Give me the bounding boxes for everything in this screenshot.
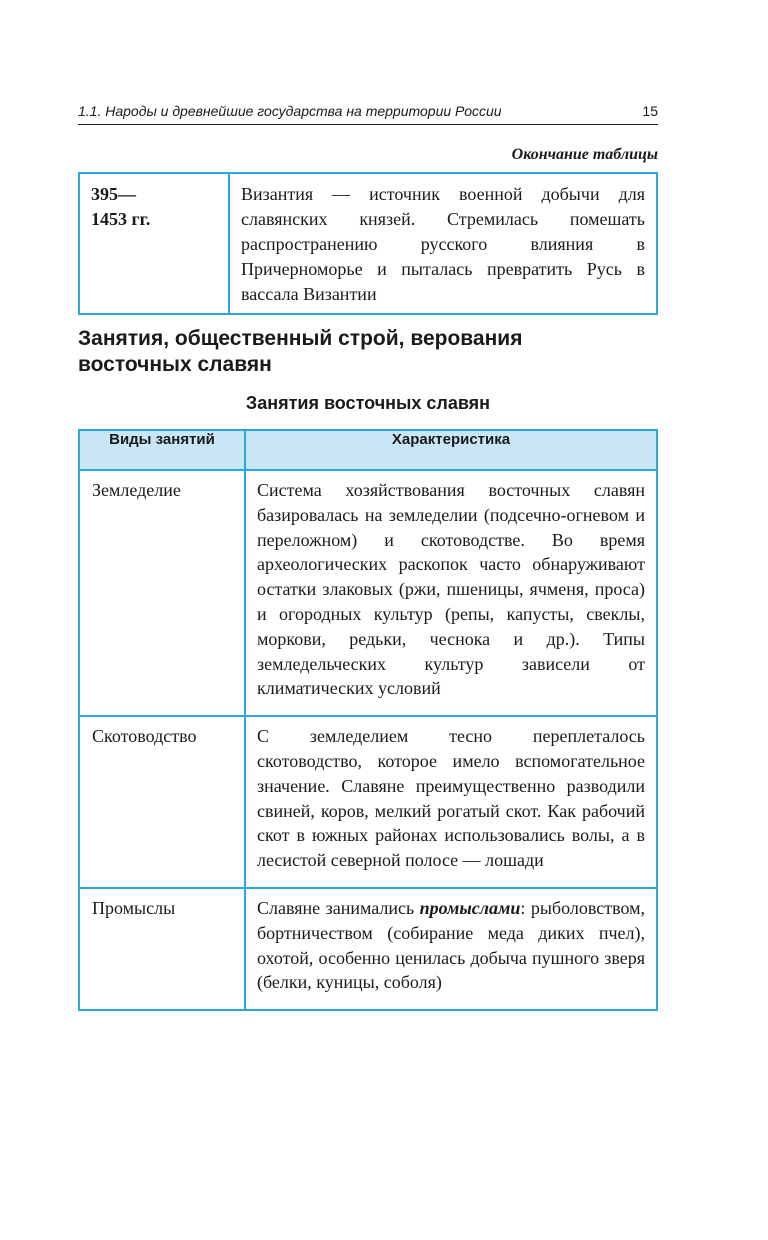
- description-text: : рыболовством, бортничеством (собирание меда диких пчел), охотой, особенно ценилась добыча пушного зверя (белки, куницы, соболя): [257, 897, 646, 993]
- column-header: Характеристика: [245, 430, 657, 470]
- occupation-description: Система хозяйствования восточных славян базировалась на земледелии (подсечно-огневом и переложном) и скотоводстве. Во время археологических раскопок часто обнаруживают остатки злаковых (ржи, пшеницы, ячменя, проса) и огородных культур (репы, капусты, свеклы, моркови, редьки, чеснока и др.). Типы земледельческих культур зависели от климатических условий: [245, 470, 657, 716]
- continuation-label: Окончание таблицы: [511, 146, 658, 163]
- table-caption: Занятия восточных славян: [245, 393, 491, 413]
- table-header-row: [79, 430, 657, 470]
- table-row: [79, 173, 657, 314]
- running-head: [78, 100, 658, 125]
- date-line: 395—: [91, 184, 136, 204]
- section-heading-line: восточных славян: [78, 353, 272, 376]
- page-number: 15: [642, 103, 658, 119]
- occupations-table: [78, 429, 658, 1011]
- table-row: [79, 716, 657, 888]
- occupation-description: С земледелием тесно переплеталось скотоводство, которое имело вспомогательное значение. Славяне преимущественно разводили свиней, коров, мелкий рогатый скот. Как рабочий скот в южных районах использовались волы, а в лесистой северной полосе — лошади: [245, 716, 657, 888]
- section-heading-line: Занятия, общественный строй, верования: [78, 327, 523, 350]
- occupation-name: Земледелие: [79, 470, 245, 716]
- table-row: [79, 470, 657, 716]
- occupation-name: Скотоводство: [79, 716, 245, 888]
- table-row: [79, 888, 657, 1010]
- occupation-description: [245, 888, 657, 1010]
- description-cell: Византия — источник военной добычи для славянских князей. Стремилась помешать распространению русского влияния в Причерноморье и пыталась превратить Русь в вассала Византии: [229, 173, 657, 314]
- column-header: Виды занятий: [79, 430, 245, 470]
- description-text: Славяне занимались: [257, 897, 420, 918]
- occupation-name: Промыслы: [79, 888, 245, 1010]
- date-cell: [79, 173, 229, 314]
- period-table: [78, 172, 658, 315]
- date-line: 1453 гг.: [91, 209, 151, 229]
- running-head-title: 1.1. Народы и древнейшие государства на территории России: [78, 103, 502, 119]
- section-heading: [78, 326, 678, 378]
- emphasized-term: промыслами: [419, 897, 521, 918]
